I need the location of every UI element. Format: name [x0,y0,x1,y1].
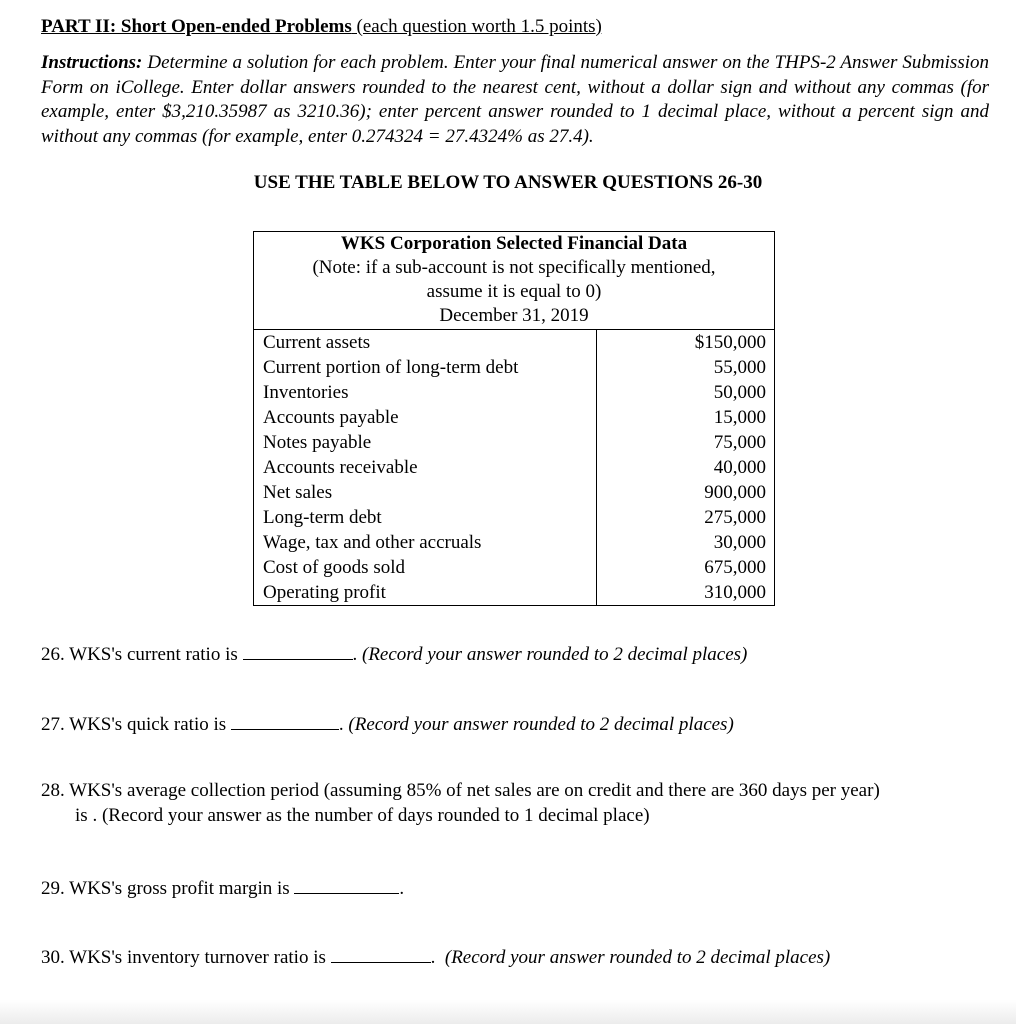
question-27-text: 27. WKS's quick ratio is [41,714,231,735]
row-label: Wage, tax and other accruals [263,532,482,553]
question-28-line2: is . (Record your answer as the number of days rounded to 1 decimal place) [75,805,650,826]
row-label: Current portion of long-term debt [263,357,519,378]
instructions-lead: Instructions: [41,52,143,73]
part-title-main: PART II: Short Open-ended Problems [41,16,352,37]
part-title [41,16,602,38]
question-26-note: (Record your answer rounded to 2 decimal places) [362,644,748,665]
row-value: 15,000 [713,407,766,428]
question-26: 26. WKS's current ratio is . (Record your answer rounded to 2 decimal places) [41,641,747,666]
row-value: 55,000 [713,357,766,378]
row-value: 30,000 [713,532,766,553]
question-27-blank [231,711,339,730]
table-header [254,232,774,330]
page-bottom-shadow [0,1000,1016,1024]
question-29-blank [294,875,399,894]
table-body [254,330,774,605]
question-28-note: (Record your answer as the number of days rounded to 1 decimal place) [101,805,650,826]
question-30: 30. WKS's inventory turnover ratio is . (Record your answer rounded to 2 decimal places) [41,944,830,969]
table-heading: USE THE TABLE BELOW TO ANSWER QUESTIONS 26-30 [253,172,763,193]
row-label: Notes payable [263,432,372,453]
row-label: Current assets [263,332,371,353]
question-30-blank [331,944,431,963]
instructions-text: Determine a solution for each problem. Enter your final numerical answer on the THPS-2 Answer Submission Form on iCollege. Enter dollar answers rounded to the nearest cent, without a dollar sign and without any commas (for example, enter $3,210.35987 as 3210.36); enter percent answer rounded to 1 decimal place, without a percent sign and without any commas (for example, enter 0.274324 = 27.4324% as 27.4). [41,52,989,147]
label-column [254,330,597,605]
question-28 [41,780,880,802]
instructions [41,51,989,149]
row-value: 50,000 [713,382,766,403]
row-value: 675,000 [704,557,766,578]
table-note-line2: assume it is equal to 0) [426,281,602,302]
financial-data-table [253,231,775,606]
question-26-text: 26. WKS's current ratio is [41,644,243,665]
question-29-text: 29. WKS's gross profit margin is [41,878,295,899]
table-note-line1: (Note: if a sub-account is not specifically mentioned, [312,257,716,278]
question-27: 27. WKS's quick ratio is . (Record your answer rounded to 2 decimal places) [41,711,734,736]
row-label: Net sales [263,482,333,503]
row-label: Long-term debt [263,507,382,528]
row-label: Operating profit [263,582,386,603]
question-28-text2: is [75,805,93,826]
row-value: 40,000 [713,457,766,478]
question-30-text: 30. WKS's inventory turnover ratio is [41,947,331,968]
row-label: Accounts receivable [263,457,418,478]
row-value: 275,000 [704,507,766,528]
question-29: 29. WKS's gross profit margin is . [41,875,404,900]
row-value: 310,000 [704,582,766,603]
row-value: $150,000 [694,332,766,353]
row-label: Inventories [263,382,349,403]
part-title-subtitle: (each question worth 1.5 points) [351,16,602,37]
row-value: 75,000 [713,432,766,453]
row-label: Cost of goods sold [263,557,405,578]
table-title: WKS Corporation Selected Financial Data [340,233,688,254]
row-label: Accounts payable [263,407,399,428]
question-26-blank [243,641,353,660]
question-30-note: (Record your answer rounded to 2 decimal places) [444,947,831,968]
value-column [597,330,774,605]
question-27-note: (Record your answer rounded to 2 decimal places) [348,714,734,735]
question-28-text: 28. WKS's average collection period (assuming 85% of net sales are on credit and there are 360 days per year) [41,780,880,801]
table-date: December 31, 2019 [439,305,589,326]
row-value: 900,000 [704,482,766,503]
